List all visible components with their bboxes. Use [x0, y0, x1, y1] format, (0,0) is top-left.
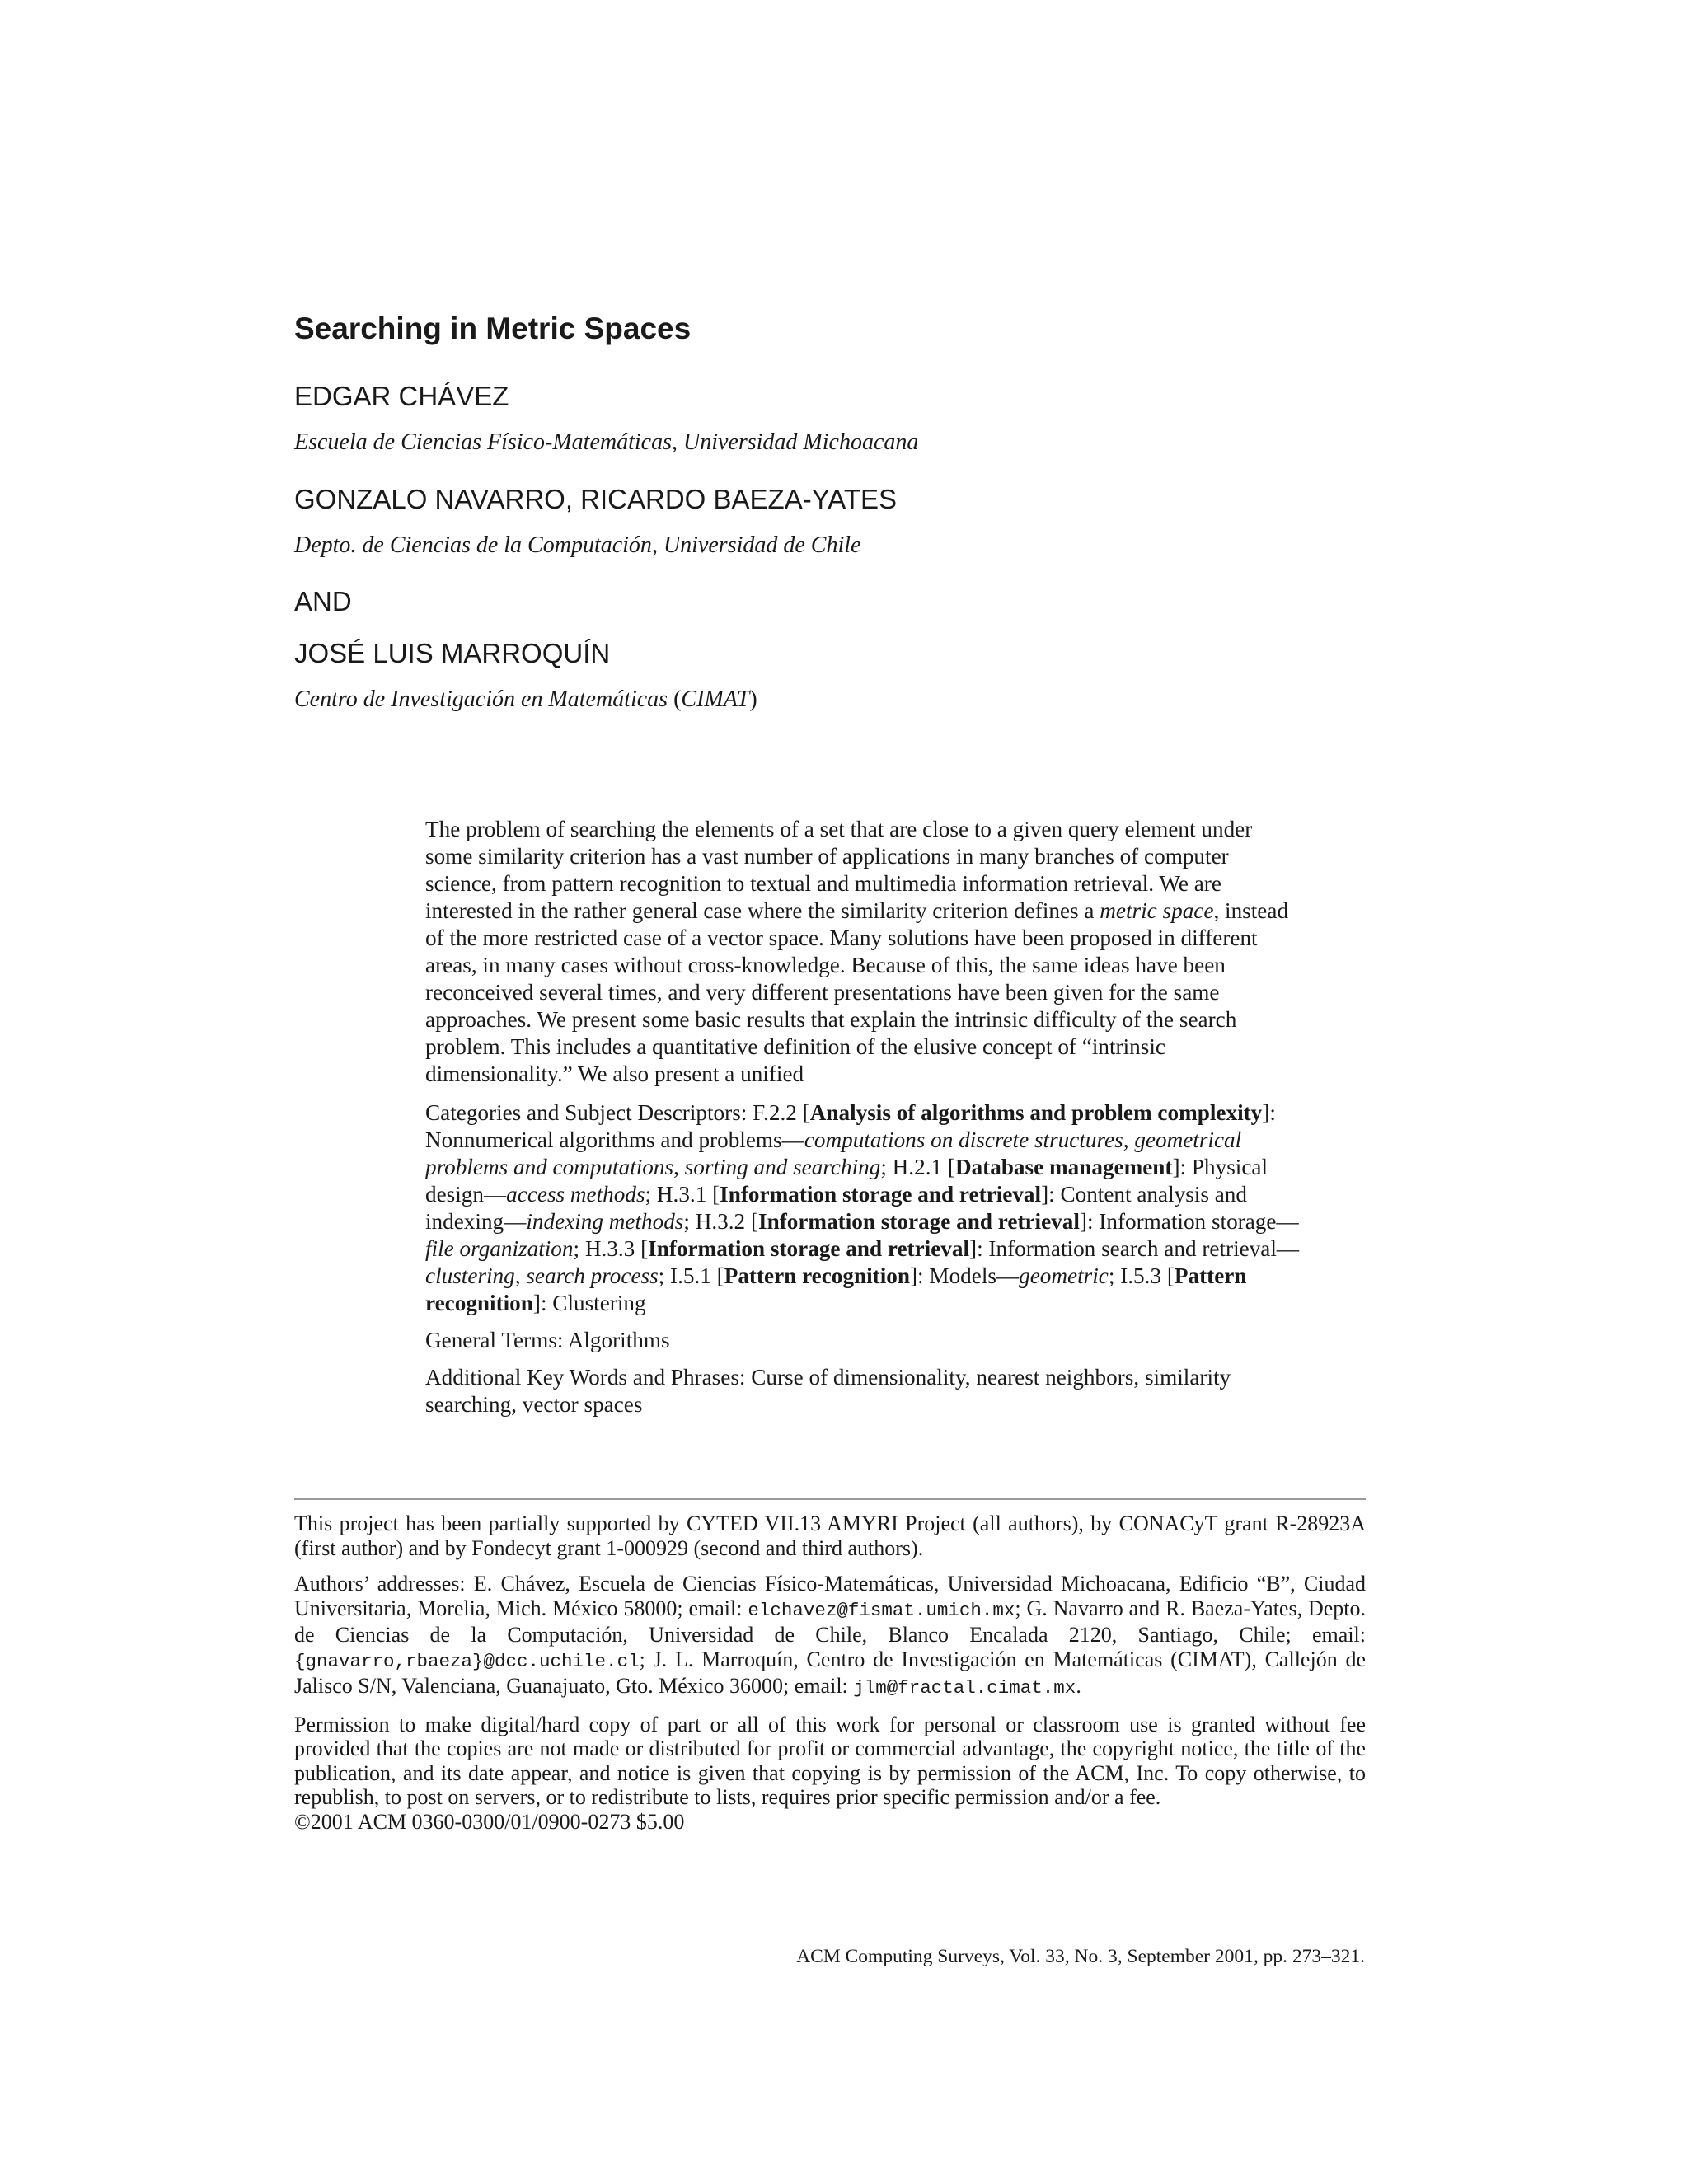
footnotes	[294, 1511, 1366, 1845]
affiliation-1-sep: ,	[672, 429, 683, 455]
category-text: ; H.3.1 [	[645, 1182, 720, 1207]
category-text: ]: Information storage—	[1079, 1209, 1299, 1234]
author-conjunction: AND	[294, 586, 352, 616]
affiliation-3-acronym: CIMAT	[681, 687, 750, 712]
category-text: ]: Information search and retrieval—	[969, 1236, 1300, 1261]
category-italic: search process	[526, 1263, 659, 1288]
address-text: Authors’ addresses: E. Chávez, Escuela de Ciencias Físico-Matemáticas, Universidad Michoacana, Edificio “B”, Ciudad Universitaria, Morelia, Mich. México 58000; email:	[294, 1572, 1366, 1620]
categories-descriptors	[425, 1099, 1301, 1317]
general-terms: General Terms: Algorithms	[425, 1328, 670, 1352]
affiliation-3-close: )	[749, 687, 757, 712]
category-text: ]: Clustering	[532, 1291, 646, 1315]
category-text: Categories and Subject Descriptors: F.2.2 [	[425, 1100, 810, 1125]
affiliation-1-dept: Escuela de Ciencias Físico-Matemáticas	[294, 429, 672, 455]
affiliation-3-center: Centro de Investigación en Matemáticas	[294, 687, 668, 712]
abstract-text-part: The problem of searching the elements of a set that are close to a given query element under some similarity criterion has a vast number of applications in many branches of computer science, from pattern recognition to textual and multimedia information retrieval. We are interested in the rather general case where the similarity criterion defines a	[425, 817, 1253, 923]
email-link[interactable]: jlm@fractal.cimat.mx	[853, 1677, 1076, 1699]
category-text: ; I.5.1 [	[658, 1263, 724, 1288]
affiliation-1-univ: Universidad Michoacana	[683, 429, 919, 455]
support-note: This project has been partially supported by CYTED VII.13 AMYRI Project (all authors), by CONACyT grant R-28923A (first author) and by Fondecyt grant 1-000929 (second and third authors).	[294, 1511, 1366, 1560]
permission-note	[294, 1713, 1366, 1835]
affiliation-line-1	[294, 429, 918, 456]
author-line-2: GONZALO NAVARRO, RICARDO BAEZA-YATES	[294, 484, 897, 514]
category-text: ]: Physical design—	[425, 1155, 1268, 1207]
category-italic: sorting and searching	[684, 1155, 881, 1179]
category-italic: geometrical problems and computations	[425, 1127, 1242, 1179]
category-text: ]: Models—	[909, 1263, 1020, 1288]
author-line-3: JOSÉ LUIS MARROQUÍN	[294, 638, 611, 668]
category-italic: geometric	[1019, 1263, 1109, 1288]
category-text: ; H.3.3 [	[573, 1236, 649, 1261]
category-bold: Information storage and retrieval	[648, 1236, 970, 1261]
affiliation-line-2	[294, 532, 860, 559]
email-link[interactable]: {gnavarro,rbaeza}@dcc.uchile.cl	[294, 1650, 640, 1672]
affiliation-line-3	[294, 687, 757, 713]
email-link[interactable]: elchavez@fismat.umich.mx	[748, 1599, 1015, 1621]
permission-text: Permission to make digital/hard copy of part or all of this work for personal or classroom use is granted without fee provided that the copies are not made or distributed for profit or commercial advantage, the copyright notice, the title of the publication, and its date appear, and notice is given that copying is by permission of the ACM, Inc. To copy otherwise, to republish, to post on servers, or to redistribute to lists, requires prior specific permission and/or a fee.	[294, 1712, 1366, 1809]
author-addresses	[294, 1572, 1366, 1701]
category-italic: computations on discrete structures	[804, 1127, 1123, 1152]
abstract-text	[425, 816, 1301, 1088]
category-bold: Database management	[954, 1155, 1173, 1179]
category-bold: Information storage and retrieval	[758, 1209, 1080, 1234]
address-text: ; G. Navarro and R. Baeza-Yates, Depto. de Ciencias de la Computación, Universidad de Chile, Blanco Encalada 2120, Santiago, Chile; email:	[294, 1596, 1366, 1647]
keywords: Additional Key Words and Phrases: Curse of dimensionality, nearest neighbors, similarity searching, vector spaces	[425, 1365, 1231, 1417]
affiliation-2-sep: ,	[651, 532, 663, 558]
copyright-line: ©2001 ACM 0360-0300/01/0900-0273 $5.00	[294, 1809, 685, 1834]
category-italic: access methods	[506, 1182, 645, 1207]
journal-citation: ACM Computing Surveys, Vol. 33, No. 3, September 2001, pp. 273–321.	[796, 1946, 1365, 1967]
category-italic: indexing methods	[526, 1209, 684, 1234]
author-line-1: EDGAR CHÁVEZ	[294, 381, 509, 411]
category-bold: Analysis of algorithms and problem complexity	[809, 1100, 1263, 1125]
affiliation-2-univ: Universidad de Chile	[663, 532, 861, 558]
address-text: ; J. L. Marroquín, Centro de Investigación en Matemáticas (CIMAT), Callejón de Jalisco S/N, Valenciana, Guanajuato, Gto. México 36000; email:	[294, 1647, 1366, 1698]
category-text: ,	[1123, 1127, 1135, 1152]
abstract-block	[425, 816, 1301, 1418]
category-text: ; I.5.3 [	[1108, 1263, 1175, 1288]
abstract-emphasis: metric space	[1100, 898, 1214, 923]
abstract-text-part: , instead of the more restricted case of a vector space. Many solutions have been proposed in different areas, in many cases without cross-knowledge. Because of this, the same ideas have been reconceived several times, and very different presentations have been given for the same approaches. We present some basic results that explain the intrinsic difficulty of the search problem. This includes a quantitative definition of the elusive concept of “intrinsic dimensionality.” We also present a unified	[425, 898, 1289, 1086]
category-text: ]: Nonnumerical algorithms and problems—	[425, 1100, 1276, 1152]
category-bold: Pattern recognition	[425, 1263, 1247, 1315]
category-text: ; H.2.1 [	[880, 1155, 955, 1179]
category-bold: Pattern recognition	[724, 1263, 910, 1288]
category-italic: clustering	[425, 1263, 515, 1288]
category-text: ,	[673, 1155, 685, 1179]
category-text: ; H.3.2 [	[683, 1209, 758, 1234]
paper-title: Searching in Metric Spaces	[294, 312, 692, 345]
category-text: ,	[514, 1263, 527, 1288]
category-italic: file organization	[425, 1236, 574, 1261]
affiliation-2-dept: Depto. de Ciencias de la Computación	[294, 532, 652, 558]
address-text: .	[1076, 1674, 1081, 1698]
footnote-divider	[294, 1498, 1366, 1500]
category-bold: Information storage and retrieval	[720, 1182, 1042, 1207]
category-text: ]: Content analysis and indexing—	[425, 1182, 1247, 1234]
affiliation-3-open: (	[668, 687, 682, 712]
